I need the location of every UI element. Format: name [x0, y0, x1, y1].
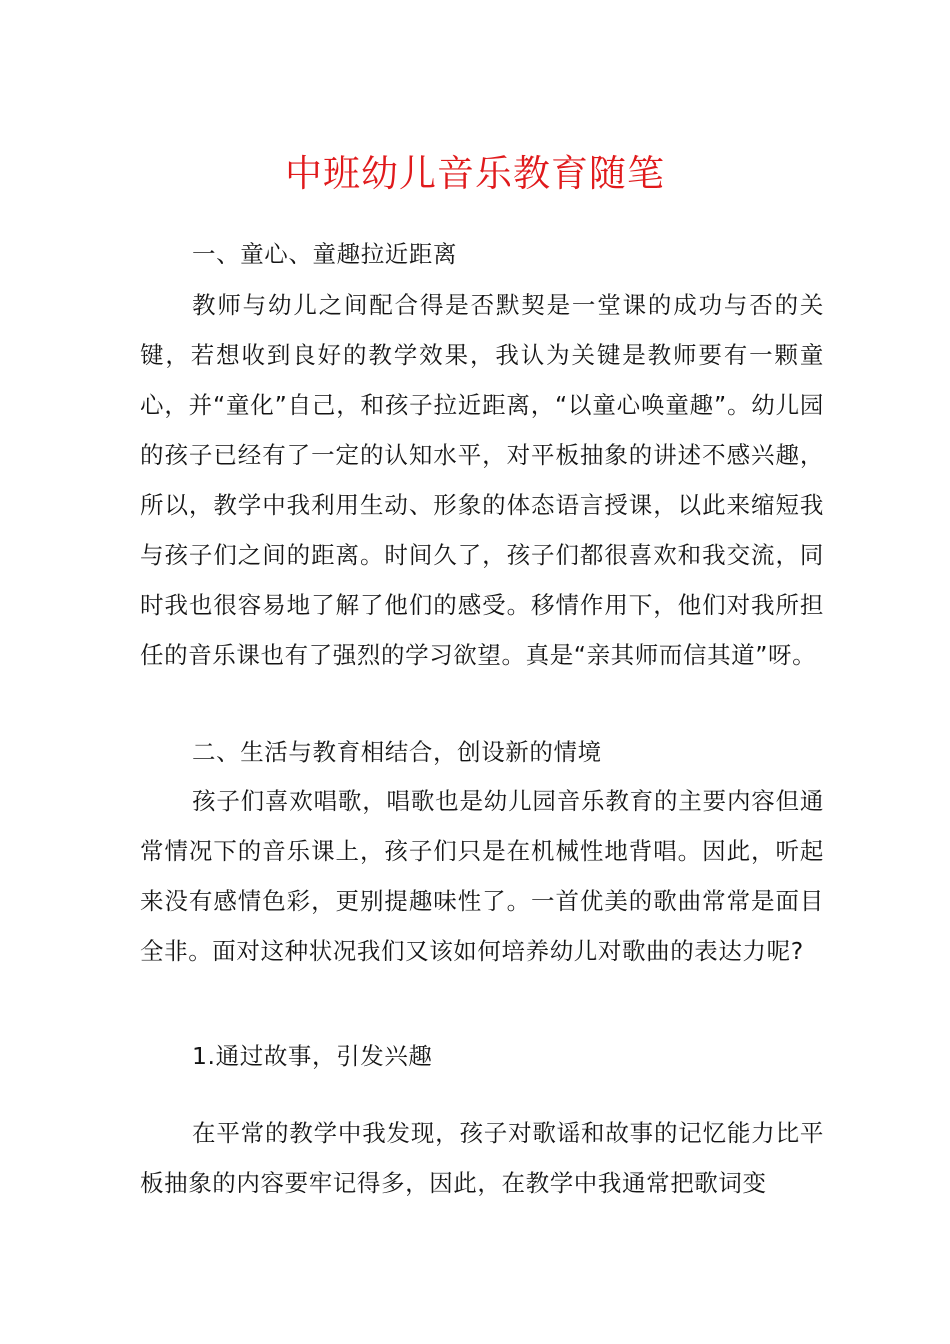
section-heading-1: 一、童心、童趣拉近距离	[192, 240, 458, 268]
document-title: 中班幼儿音乐教育随笔	[285, 152, 665, 195]
section-heading-2: 二、生活与教育相结合，创设新的情境	[192, 738, 602, 766]
subsection-paragraph-1: 在平常的教学中我发现，孩子对歌谣和故事的记忆能力比平板抽象的内容要牢记得多，因此，在教学中我通常把歌词变	[140, 1119, 824, 1197]
section-paragraph-2: 孩子们喜欢唱歌，唱歌也是幼儿园音乐教育的主要内容但通常情况下的音乐课上，孩子们只是在机械性地背唱。因此，听起来没有感情色彩，更别提趣味性了。一首优美的歌曲常常是面目全非。面对这种状况我们又该如何培养幼儿对歌曲的表达力呢?	[140, 787, 824, 965]
subsection-heading-1: 1.通过故事，引发兴趣	[192, 1042, 433, 1070]
section-paragraph-1: 教师与幼儿之间配合得是否默契是一堂课的成功与否的关键，若想收到良好的教学效果，我认为关键是教师要有一颗童心，并“童化”自己，和孩子拉近距离，“以童心唤童趣”。幼儿园的孩子已经有了一定的认知水平，对平板抽象的讲述不感兴趣，所以，教学中我利用生动、形象的体态语言授课，以此来缩短我与孩子们之间的距离。时间久了，孩子们都很喜欢和我交流，同时我也很容易地了解了他们的感受。移情作用下，他们对我所担任的音乐课也有了强烈的学习欲望。真是“亲其师而信其道”呀。	[140, 291, 824, 669]
